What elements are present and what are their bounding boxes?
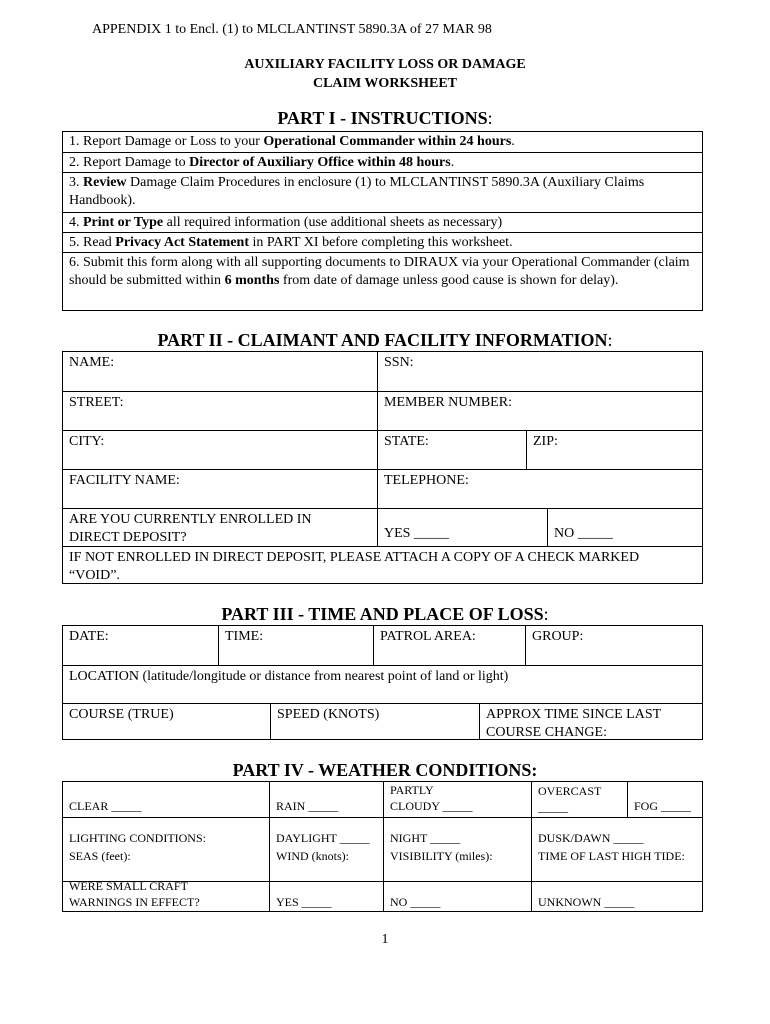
instruction-item: 2. Report Damage to Director of Auxiliary Office within 48 hours. bbox=[63, 152, 702, 172]
clear-field[interactable]: CLEAR _____ bbox=[69, 799, 142, 813]
small-craft-warning-question: WERE SMALL CRAFT WARNINGS IN EFFECT? bbox=[69, 879, 200, 909]
dusk-dawn-field[interactable]: DUSK/DAWN _____ TIME OF LAST HIGH TIDE: bbox=[531, 818, 702, 881]
speed-field[interactable]: SPEED (KNOTS) bbox=[270, 704, 479, 739]
instruction-item: 5. Read Privacy Act Statement in PART XI before completing this worksheet. bbox=[63, 232, 702, 252]
member-number-field[interactable]: MEMBER NUMBER: bbox=[377, 392, 702, 430]
date-field[interactable]: DATE: bbox=[69, 629, 109, 644]
part2-heading: PART II - CLAIMANT AND FACILITY INFORMATION: bbox=[157, 330, 613, 350]
location-field[interactable]: LOCATION (latitude/longitude or distance from nearest point of land or light) bbox=[69, 669, 509, 684]
warning-unknown[interactable]: UNKNOWN _____ bbox=[531, 882, 702, 911]
patrol-area-field[interactable]: PATROL AREA: bbox=[373, 626, 525, 665]
rain-field[interactable]: RAIN _____ bbox=[269, 782, 383, 817]
instruction-item: 3. Review Damage Claim Procedures in enclosure (1) to MLCLANTINST 5890.3A (Auxiliary Claims Handbook). bbox=[63, 172, 702, 212]
warning-yes[interactable]: YES _____ bbox=[269, 882, 383, 911]
part4-heading: PART IV - WEATHER CONDITIONS: bbox=[232, 760, 538, 780]
time-place-box bbox=[62, 625, 703, 740]
fog-field[interactable]: FOG _____ bbox=[627, 782, 702, 817]
form-title-line2: CLAIM WORKSHEET bbox=[312, 76, 458, 91]
wind-field[interactable]: WIND (knots): bbox=[276, 849, 349, 863]
page-number: 1 bbox=[381, 932, 389, 947]
name-field[interactable]: NAME: bbox=[69, 355, 115, 370]
part3-heading: PART III - TIME AND PLACE OF LOSS: bbox=[221, 604, 549, 624]
ssn-field[interactable]: SSN: bbox=[377, 352, 702, 391]
city-field[interactable]: CITY: bbox=[69, 434, 105, 449]
seas-field[interactable]: SEAS (feet): bbox=[69, 849, 131, 863]
facility-name-field[interactable]: FACILITY NAME: bbox=[69, 473, 180, 488]
instruction-item: 6. Submit this form along with all supporting documents to DIRAUX via your Operational Commander (claim should be submitted within 6 months from date of damage unless good cause is shown for delay). bbox=[63, 252, 702, 309]
overcast-field[interactable]: OVERCAST _____ bbox=[531, 782, 627, 817]
direct-deposit-question: ARE YOU CURRENTLY ENROLLED IN DIRECT DEPOSIT? bbox=[69, 512, 312, 545]
lighting-conditions-label: LIGHTING CONDITIONS: SEAS (feet): bbox=[63, 818, 269, 881]
approx-time-field[interactable]: APPROX TIME SINCE LAST COURSE CHANGE: bbox=[479, 704, 702, 739]
warning-no[interactable]: NO _____ bbox=[383, 882, 531, 911]
instructions-box bbox=[62, 131, 703, 311]
time-field[interactable]: TIME: bbox=[218, 626, 373, 665]
night-field[interactable]: NIGHT _____ VISIBILITY (miles): bbox=[383, 818, 531, 881]
state-field[interactable]: STATE: bbox=[377, 431, 526, 469]
document-header: APPENDIX 1 to Encl. (1) to MLCLANTINST 5890.3A of 27 MAR 98 bbox=[92, 22, 492, 37]
void-check-note: IF NOT ENROLLED IN DIRECT DEPOSIT, PLEASE ATTACH A COPY OF A CHECK MARKED “VOID”. bbox=[69, 550, 640, 583]
weather-box bbox=[62, 781, 703, 912]
group-field[interactable]: GROUP: bbox=[525, 626, 702, 665]
zip-field[interactable]: ZIP: bbox=[526, 431, 702, 469]
instruction-item: 1. Report Damage or Loss to your Operational Commander within 24 hours. bbox=[69, 134, 515, 149]
instruction-item: 4. Print or Type all required information (use additional sheets as necessary) bbox=[63, 212, 702, 232]
street-field[interactable]: STREET: bbox=[69, 395, 124, 410]
high-tide-field[interactable]: TIME OF LAST HIGH TIDE: bbox=[538, 849, 685, 863]
part1-heading: PART I - INSTRUCTIONS: bbox=[277, 108, 493, 128]
claimant-info-box bbox=[62, 351, 703, 584]
course-field[interactable]: COURSE (TRUE) bbox=[69, 707, 174, 722]
telephone-field[interactable]: TELEPHONE: bbox=[377, 470, 702, 508]
direct-deposit-no[interactable]: NO _____ bbox=[547, 509, 702, 546]
visibility-field[interactable]: VISIBILITY (miles): bbox=[390, 849, 493, 863]
direct-deposit-yes[interactable]: YES _____ bbox=[377, 509, 547, 546]
daylight-field[interactable]: DAYLIGHT _____ WIND (knots): bbox=[269, 818, 383, 881]
partly-cloudy-field[interactable]: PARTLY CLOUDY _____ bbox=[383, 782, 531, 817]
form-title-line1: AUXILIARY FACILITY LOSS OR DAMAGE bbox=[244, 57, 526, 72]
